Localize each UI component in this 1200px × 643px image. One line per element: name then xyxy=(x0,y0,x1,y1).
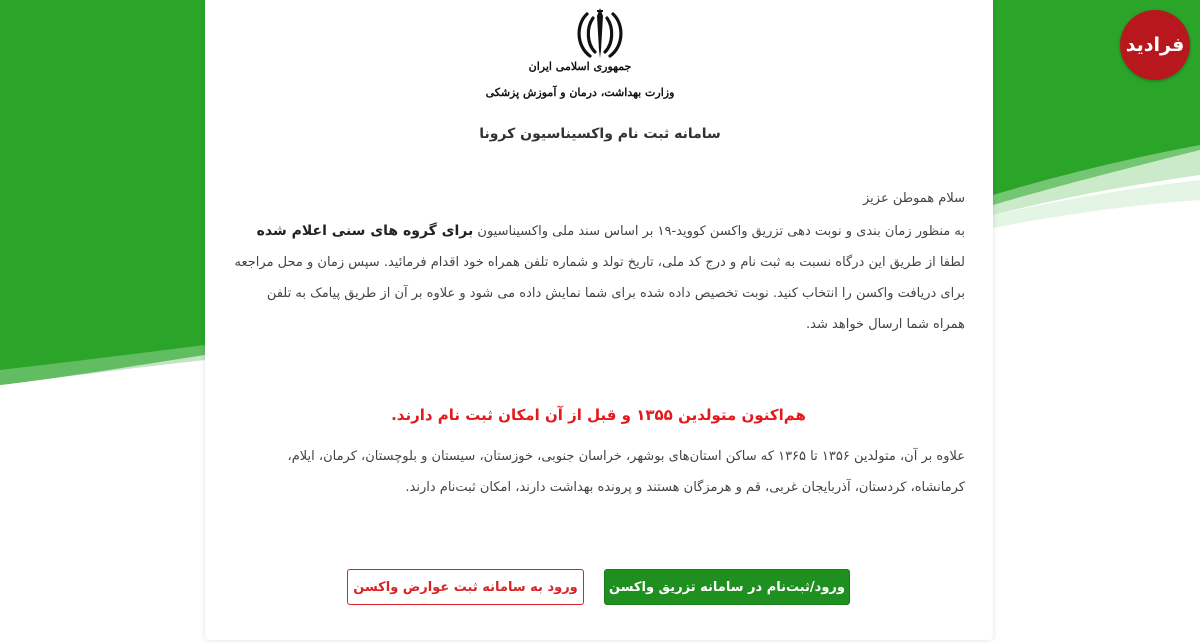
greeting-text: سلام هموطن عزیز xyxy=(862,191,965,206)
registration-notice: هم‌اکنون متولدین ۱۳۵۵ و قبل از آن امکان ثبت نام دارند. xyxy=(391,406,806,424)
republic-name: جمهوری اسلامی ایران xyxy=(528,60,632,73)
intro-paragraph xyxy=(232,216,965,340)
ministry-name: وزارت بهداشت، درمان و آموزش پزشکی xyxy=(485,86,675,99)
page-title: سامانه ثبت نام واکسیناسیون کرونا xyxy=(479,126,721,142)
fararu-logo-label: فرادید xyxy=(1125,34,1185,56)
intro-text-part2: لطفا از طریق این درگاه نسبت به ثبت نام و درج کد ملی، تاریخ تولد و شماره تلفن همراه خود اقدام فرمائید. سپس زمان و محل مراجعه برای دریافت واکسن را انتخاب کنید. نوبت تخصیص داده شده برای شما نمایش داده می شود و علاوه بر آن از طریق پیامک به تلفن همراه شما ارسال خواهد شد. xyxy=(234,255,965,332)
fararu-logo xyxy=(1120,10,1190,80)
intro-bold-text: برای گروه های سنی اعلام شده xyxy=(256,223,474,239)
intro-text-part1: به منظور زمان بندی و نوبت دهی تزریق واکسن کووید-۱۹ بر اساس سند ملی واکسیناسیون xyxy=(473,224,965,239)
side-effects-registration-button[interactable]: ورود به سامانه ثبت عوارض واکسن xyxy=(347,569,584,605)
vaccine-registration-button[interactable]: ورود/ثبت‌نام در سامانه تزریق واکسن xyxy=(604,569,850,605)
extra-eligibility-paragraph: علاوه بر آن، متولدین ۱۳۵۶ تا ۱۳۶۵ که ساکن استان‌های بوشهر، خراسان جنوبی، خوزستان، سیستان و بلوچستان، کرمان، ایلام، کرمانشاه، کردستان، آذربایجان غربی، قم و هرمزگان هستند و پرونده بهداشت دارند، امکان ثبت‌نام دارند. xyxy=(287,449,965,495)
iran-emblem-icon xyxy=(570,4,630,62)
